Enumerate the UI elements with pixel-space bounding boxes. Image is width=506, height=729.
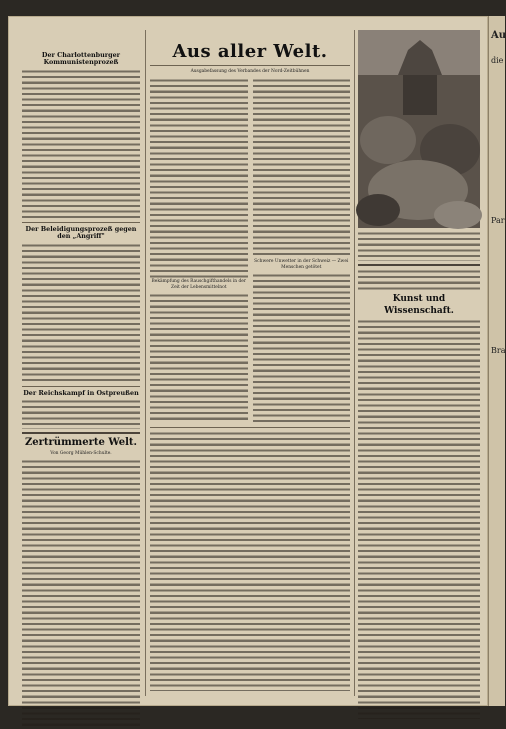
news-body xyxy=(150,78,248,278)
news-body xyxy=(150,293,248,423)
article-title: Der Charlottenburger Kommunistenprozeß xyxy=(41,51,121,67)
divider xyxy=(150,427,350,428)
column-right xyxy=(358,30,480,698)
divider xyxy=(22,432,140,434)
serial-body xyxy=(150,431,350,691)
article-body xyxy=(358,269,480,291)
photo-caption xyxy=(358,231,480,261)
story-body xyxy=(22,459,140,729)
article-title: Der Beleidigungsprozeß gegen den „Angriff" xyxy=(25,224,137,241)
article-body xyxy=(358,319,480,719)
news-subtitle: Schwere Unwetter in der Schweiz — Zwei Menschen getötet xyxy=(254,259,349,270)
article-body xyxy=(22,243,140,383)
edge-text: Bra xyxy=(491,346,506,355)
news-photo xyxy=(358,30,480,228)
edge-text: die xyxy=(491,56,504,65)
edge-text: Au xyxy=(491,30,506,41)
section-headline: Kunst und Wissenschaft. xyxy=(384,294,454,316)
divider xyxy=(150,65,350,66)
story-title: Zertrümmerte Welt. xyxy=(24,437,138,449)
news-body xyxy=(253,78,351,258)
column-rule xyxy=(354,30,355,696)
divider xyxy=(22,386,140,387)
article-body xyxy=(22,399,140,429)
column-middle xyxy=(150,30,350,698)
news-body xyxy=(253,273,351,423)
next-page-edge xyxy=(488,16,505,706)
news-subtitle: Bekämpfung des Rauschgifthandels in der Zeit der Lebensmittelnot xyxy=(151,279,246,290)
section-headline: Aus aller Welt. xyxy=(172,41,328,62)
crowd-photo xyxy=(358,30,480,228)
news-subtitle: Ausgabefassung des Verbandes der Nord-Zeitbühnen xyxy=(190,69,310,74)
divider xyxy=(358,264,480,266)
article-body xyxy=(22,69,140,219)
divider xyxy=(22,222,140,223)
news-columns xyxy=(150,77,350,424)
newspaper-page xyxy=(8,16,488,706)
edge-text: Par xyxy=(491,216,505,225)
story-author: Von Georg Mühlen-Schulte. xyxy=(50,451,112,457)
article-title: Der Reichskampf in Ostpreußen xyxy=(23,388,139,397)
column-left xyxy=(22,30,140,698)
column-rule xyxy=(145,30,146,696)
